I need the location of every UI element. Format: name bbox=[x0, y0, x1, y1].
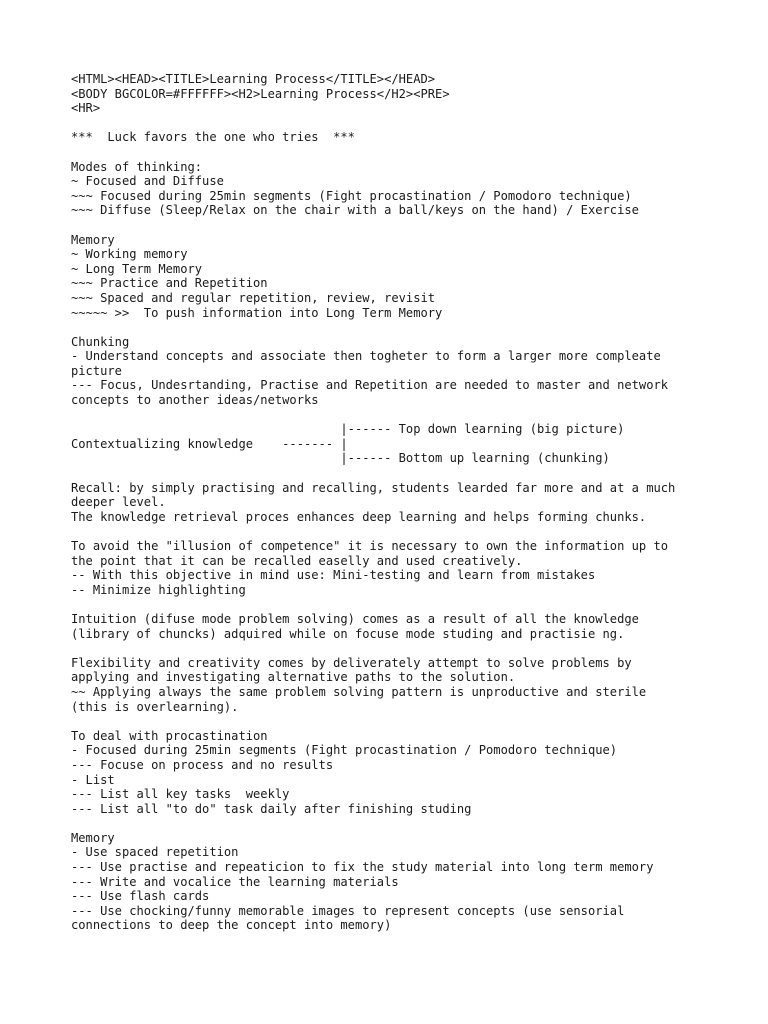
text-line: connections to deep the concept into memory) bbox=[71, 918, 392, 933]
text-line: Intuition (difuse mode problem solving) comes as a result of all the knowledge bbox=[71, 611, 639, 626]
text-line: - Focused during 25min segments (Fight procastination / Pomodoro technique) bbox=[71, 743, 618, 758]
text-line bbox=[71, 320, 751, 335]
text-line: Chunking bbox=[71, 334, 130, 349]
text-line: Contextualizing knowledge ------- | bbox=[71, 436, 348, 451]
text-line: - Understand concepts and associate then togheter to form a larger more compleate bbox=[71, 349, 661, 364]
document-body bbox=[71, 72, 751, 933]
text-line: ~~~~~ >> To push information into Long Term Memory bbox=[71, 305, 443, 320]
text-line: --- Use flash cards bbox=[71, 889, 210, 904]
text-line bbox=[71, 816, 751, 831]
text-line: --- Use practise and repeaticion to fix the study material into long term memory bbox=[71, 860, 654, 875]
text-line: |------ Bottom up learning (chunking) bbox=[71, 451, 610, 466]
text-line bbox=[71, 597, 751, 612]
text-line: <HTML><HEAD><TITLE>Learning Process</TITLE></HEAD> bbox=[71, 72, 436, 86]
text-line: - List bbox=[71, 772, 115, 787]
text-line: --- Use chocking/funny memorable images to represent concepts (use sensorial bbox=[71, 903, 625, 918]
text-line bbox=[71, 524, 751, 539]
text-line: --- List all "to do" task daily after finishing studing bbox=[71, 801, 472, 816]
text-line: Memory bbox=[71, 232, 115, 247]
text-line: (this is overlearning). bbox=[71, 699, 239, 714]
text-line: ~ Focused and Diffuse bbox=[71, 174, 224, 189]
text-line: Recall: by simply practising and recalling, students learded far more and at a much bbox=[71, 480, 676, 495]
text-line: ~~~ Diffuse (Sleep/Relax on the chair with a ball/keys on the hand) / Exercise bbox=[71, 203, 639, 218]
text-line: --- Focuse on process and no results bbox=[71, 757, 334, 772]
text-line: (library of chuncks) adquired while on focuse mode studing and practisie ng. bbox=[71, 626, 625, 641]
text-line: ~ Long Term Memory bbox=[71, 261, 203, 276]
text-line: To deal with procastination bbox=[71, 728, 268, 743]
text-line bbox=[71, 145, 751, 160]
text-line: |------ Top down learning (big picture) bbox=[71, 422, 625, 437]
text-line: <HR> bbox=[71, 101, 101, 116]
text-line bbox=[71, 641, 751, 656]
text-line bbox=[71, 714, 751, 729]
text-line: Memory bbox=[71, 830, 115, 845]
text-line: concepts to another ideas/networks bbox=[71, 393, 319, 408]
text-line: ~~~ Focused during 25min segments (Fight procastination / Pomodoro technique) bbox=[71, 188, 632, 203]
text-line: applying and investigating alternative paths to the solution. bbox=[71, 670, 516, 685]
text-line: To avoid the "illusion of competence" it is necessary to own the information up to bbox=[71, 539, 669, 553]
text-line: <BODY BGCOLOR=#FFFFFF><H2>Learning Process</H2><PRE> bbox=[71, 86, 450, 101]
text-line bbox=[71, 408, 751, 423]
text-line: ~~ Applying always the same problem solving pattern is unproductive and sterile bbox=[71, 684, 647, 699]
text-line: the point that it can be recalled easelly and used creatively. bbox=[71, 553, 523, 568]
text-line: - Use spaced repetition bbox=[71, 845, 239, 860]
text-line: The knowledge retrieval proces enhances deep learning and helps forming chunks. bbox=[71, 509, 647, 524]
text-line: --- Write and vocalice the learning materials bbox=[71, 874, 399, 889]
text-line: deeper level. bbox=[71, 495, 166, 510]
text-line: Modes of thinking: bbox=[71, 159, 203, 174]
text-line: Flexibility and creativity comes by deliveratelу attempt to solve problems by bbox=[71, 655, 632, 670]
text-line: picture bbox=[71, 363, 122, 378]
text-line bbox=[71, 218, 751, 233]
text-line: ~~~ Practice and Repetition bbox=[71, 276, 268, 291]
text-line: -- Minimize highlighting bbox=[71, 582, 246, 597]
text-line: ~ Working memory bbox=[71, 247, 188, 262]
text-line: *** Luck favors the one who tries *** bbox=[71, 130, 355, 145]
text-line bbox=[71, 466, 751, 481]
text-line: ~~~ Spaced and regular repetition, review, revisit bbox=[71, 290, 436, 305]
text-line bbox=[71, 116, 751, 131]
text-line: -- With this objective in mind use: Mini-testing and learn from mistakes bbox=[71, 568, 596, 583]
text-line: --- List all key tasks weekly bbox=[71, 787, 290, 802]
text-line: --- Focus, Undesrtanding, Practise and Repetition are needed to master and network bbox=[71, 378, 669, 393]
